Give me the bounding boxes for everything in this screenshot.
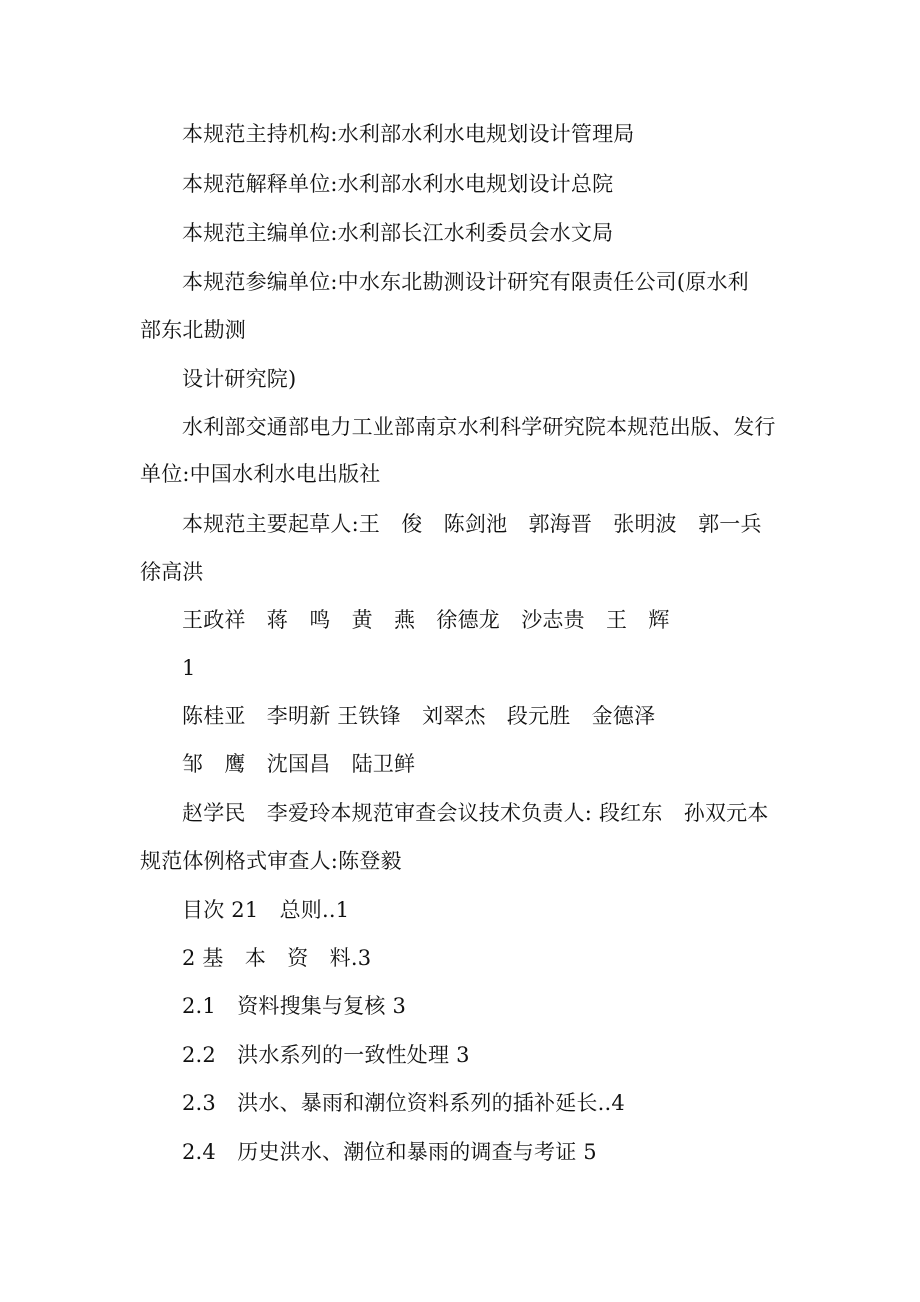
text-line-publisher-cont: 单位:中国水利水电出版社	[140, 462, 381, 486]
text-line-drafters: 本规范主要起草人:王 俊 陈剑池 郭海晋 张明波 郭一兵	[182, 512, 762, 536]
page-number: 1	[182, 656, 196, 680]
text-line-host-org: 本规范主持机构:水利部水利水电规划设计管理局	[182, 122, 635, 146]
text-line-co-editor-unit-cont: 部东北勘测	[140, 318, 246, 342]
text-line-drafters-2: 王政祥 蒋 鸣 黄 燕 徐德龙 沙志贵 王 辉	[182, 608, 670, 632]
toc-line-2-3: 2.3 洪水、暴雨和潮位资料系列的插补延长..4	[182, 1091, 625, 1115]
text-line-review-lead: 赵学民 李爱玲本规范审查会议技术负责人: 段红东 孙双元本	[182, 801, 769, 825]
text-line-publisher: 水利部交通部电力工业部南京水利科学研究院本规范出版、发行	[182, 415, 776, 439]
toc-line-basic-data: 2 基 本 资 料.3	[182, 946, 372, 970]
text-line-co-editor-unit: 本规范参编单位:中水东北勘测设计研究有限责任公司(原水利	[182, 270, 749, 294]
toc-line-general: 目次 21 总则..1	[182, 898, 350, 922]
toc-line-2-1: 2.1 资料搜集与复核 3	[182, 994, 407, 1018]
text-line-interpret-unit: 本规范解释单位:水利部水利水电规划设计总院	[182, 172, 614, 196]
text-line-drafters-3: 陈桂亚 李明新 王铁锋 刘翠杰 段元胜 金德泽	[182, 704, 656, 728]
text-line-review-lead-cont: 规范体例格式审查人:陈登毅	[140, 849, 402, 873]
text-line-chief-editor-unit: 本规范主编单位:水利部长江水利委员会水文局	[182, 221, 614, 245]
text-line-institute: 设计研究院)	[182, 367, 297, 391]
text-line-drafters-4: 邹 鹰 沈国昌 陆卫鲜	[182, 752, 416, 776]
toc-line-2-4: 2.4 历史洪水、潮位和暴雨的调查与考证 5	[182, 1140, 597, 1164]
toc-line-2-2: 2.2 洪水系列的一致性处理 3	[182, 1043, 470, 1067]
text-line-drafters-cont: 徐高洪	[140, 560, 204, 584]
